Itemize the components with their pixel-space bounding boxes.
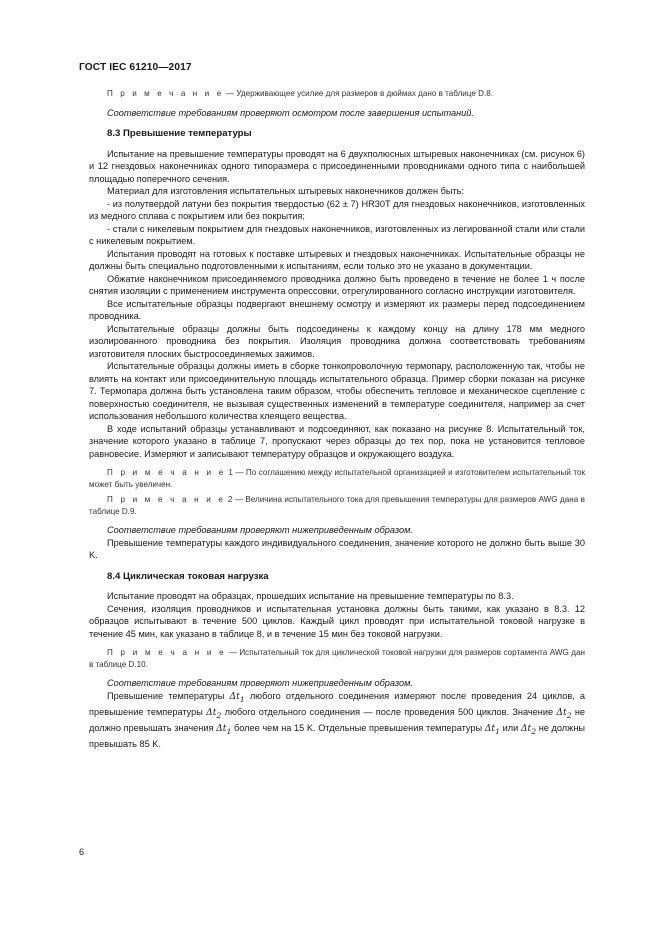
paragraph: Обжатие наконечником присоединяемого проводника должно быть проведено в течение не более 1 ч после снятия изоляции с применением инструмента опрессовки, отрегулированного согласно инструкции изготовителя. (89, 273, 585, 296)
page-number: 6 (79, 847, 85, 857)
note-text: 1 — По соглашению между испытательной организацией и изготовителем испытательный ток может быть увеличен. (89, 468, 585, 489)
note-2 (89, 494, 585, 517)
paragraph: Испытания проводят на готовых к поставке штыревых и гнездовых наконечниках. Испытательные образцы не должны быть специально подготовленными к испытаниям, если только это не указано в документации. (89, 248, 585, 271)
note-holding-force (89, 88, 585, 100)
compliance-statement: Соответствие требованиям проверяют нижеприведенным образом. (107, 678, 413, 688)
compliance-inspection: Соответствие требованиям проверяют осмотром после завершения испытаний. (107, 107, 474, 118)
paragraph: Испытание проводят на образцах, прошедших испытание на превышение температуры по 8.3. (107, 591, 514, 601)
paragraph: Испытательные образцы должны быть подсоединены к каждому концу на длину 178 мм медного изолированного проводника без покрытия. Изоляция проводника должна соответствовать требованиям изготовителя плоских быстросоединяемых зажимов. (89, 323, 585, 359)
temperature-rise-paragraph: Превышение температуры $\Delta t_1$ любого отдельного соединения измеряют после проведения 24 циклов, а превышение температуры $\Delta t_2$ любого отдельного соединения — после проведения 500 циклов. Значение $\Delta t_2$ не должно превышать значения $\Delta t_1$ более чем на 15 K. Отдельные превышения температуры $\Delta t_1$ или $\Delta t_2$ не должны превышать 85 K. (89, 690, 585, 750)
note-text: 2 — Величина испытательного тока для превышения температуры для размеров AWG дана в таблице D.9. (89, 495, 585, 516)
note-text: — Удерживающее усилие для размеров в дюймах дано в таблице D.8. (223, 89, 493, 98)
note-label: П р и м е ч а н и е (107, 495, 226, 504)
paragraph: Испытательные образцы должны иметь в сборке тонкопроволочную термопару, расположенную так, чтобы не влиять на контакт или присоединительную площадь испытательного образца. Пример сборки показан на рисунке 7. Термопара должна быть установлена таким образом, чтобы обеспечить тепловое и механическое сцепление с поверхностью соединителя, не вызывая существенных изменений в температуре соединителя, например за счет использования небольшого количества клеящего вещества. (89, 361, 585, 421)
note-1 (89, 467, 585, 490)
list-item: - из полутвердой латуни без покрытия твердостью (62 ± 7) HR30T для гнездовых наконечников, изготовленных из медного сплава с покрытием или без покрытия; (89, 198, 585, 221)
note-label: П р и м е ч а н и е (107, 468, 226, 477)
note-label: П р и м е ч а н и е (107, 89, 224, 98)
note-awg (89, 647, 585, 670)
paragraph: Сечения, изоляция проводников и испытательная установка должны быть такими, как указано в 8.3. 12 образцов испытывают в течение 500 циклов. Каждый цикл проводят при испытательной токовой нагрузке в течение 45 мин, как указано в таблице 8, и в течение 15 мин без токовой нагрузки. (89, 603, 585, 639)
compliance-statement: Соответствие требованиям проверяют нижеприведенным образом. (107, 525, 413, 535)
paragraph: Испытание на превышение температуры проводят на 6 двухполюсных штыревых наконечниках (см. рисунок 6) и 12 гнездовых наконечниках одного типоразмера с присоединенными проводниками одного типа с наибольшей площадью поперечного сечения. (89, 148, 585, 184)
delta-t1: $\Delta t_1$ (229, 690, 245, 704)
list-item: - стали с никелевым покрытием для гнездовых наконечников, изготовленных из легированной стали или стали с никелевым покрытием. (89, 223, 585, 246)
paragraph: Все испытательные образцы подвергают внешнему осмотру и измеряют их размеры перед подсоединением проводника. (89, 298, 585, 321)
section-8-4-heading: 8.4 Циклическая токовая нагрузка (107, 570, 269, 582)
delta-t2: $\Delta t_2$ (206, 706, 222, 720)
paragraph: Превышение температуры каждого индивидуального соединения, значение которого не должно быть выше 30 K. (89, 537, 585, 560)
document-header: ГОСТ IEC 61210—2017 (79, 62, 192, 73)
note-text: — Испытательный ток для циклической токовой нагрузки для размеров сортамента AWG дан в таблице D.10. (89, 648, 585, 669)
section-8-3-heading: 8.3 Превышение температуры (107, 128, 252, 139)
delta-t1: $\Delta t_1$ (484, 723, 500, 736)
note-label: П р и м е ч а н и е (107, 648, 227, 657)
paragraph: Материал для изготовления испытательных штыревых наконечников должен быть: (107, 186, 464, 196)
delta-t1: $\Delta t_1$ (216, 723, 232, 736)
paragraph: В ходе испытаний образцы устанавливают и подсоединяют, как показано на рисунке 8. Испытательный ток, значение которого указано в таблице 7, пропускают через образцы до тех пор, пока не установится тепловое равновесие. Измеряют и записывают температуру образцов и окружающего воздуха. (89, 423, 585, 459)
delta-t2: $\Delta t_2$ (520, 723, 537, 736)
page-body (89, 88, 585, 751)
delta-t2: $\Delta t_2$ (556, 706, 572, 720)
